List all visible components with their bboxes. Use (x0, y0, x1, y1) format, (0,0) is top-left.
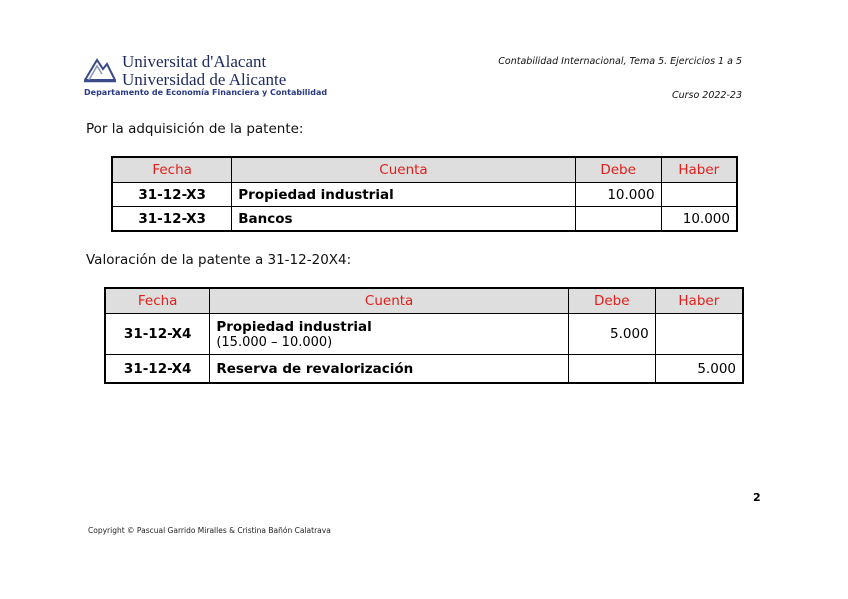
cell-date: 31-12-X4 (105, 314, 210, 355)
cell-debit: 5.000 (568, 314, 655, 355)
document-subtitle: Contabilidad Internacional, Tema 5. Ejercicios 1 a 5 (498, 56, 742, 67)
header-account: Cuenta (232, 157, 575, 183)
university-logo-icon (84, 53, 116, 83)
cell-credit (655, 314, 743, 355)
table-header (105, 288, 743, 314)
cell-account: Propiedad industrial (232, 183, 575, 207)
header-date: Fecha (112, 157, 232, 183)
cell-date: 31-12-X3 (112, 207, 232, 232)
copyright-notice: Copyright © Pascual Garrido Miralles & Cristina Bañón Calatrava (88, 526, 331, 535)
cell-debit (575, 207, 661, 232)
cell-account (210, 314, 569, 355)
cell-credit (661, 183, 737, 207)
section1-intro: Por la adquisición de la patente: (86, 121, 304, 137)
cell-date: 31-12-X4 (105, 355, 210, 384)
cell-account: Reserva de revalorización (210, 355, 569, 384)
header-debit: Debe (575, 157, 661, 183)
header-date: Fecha (105, 288, 210, 314)
cell-debit: 10.000 (575, 183, 661, 207)
table-row (112, 207, 737, 232)
university-name-valencian: Universitat d'Alacant (122, 52, 267, 71)
cell-credit: 10.000 (661, 207, 737, 232)
course-year: Curso 2022-23 (671, 90, 742, 101)
journal-entry-valuation (104, 287, 744, 384)
header-account: Cuenta (210, 288, 569, 314)
cell-date: 31-12-X3 (112, 183, 232, 207)
journal-entry-acquisition (111, 156, 738, 232)
header-debit: Debe (568, 288, 655, 314)
cell-credit: 5.000 (655, 355, 743, 384)
account-name: Propiedad industrial (216, 318, 372, 335)
cell-debit (568, 355, 655, 384)
account-detail: (15.000 – 10.000) (216, 334, 333, 350)
table-row (105, 355, 743, 384)
table-row (105, 314, 743, 355)
table-header (112, 157, 737, 183)
page-number: 2 (753, 491, 761, 504)
table-row (112, 183, 737, 207)
section2-intro: Valoración de la patente a 31-12-20X4: (86, 252, 352, 268)
department-name: Departamento de Economía Financiera y Contabilidad (84, 88, 328, 97)
cell-account: Bancos (232, 207, 575, 232)
header-credit: Haber (661, 157, 737, 183)
header-credit: Haber (655, 288, 743, 314)
university-name-spanish: Universidad de Alicante (122, 70, 287, 89)
